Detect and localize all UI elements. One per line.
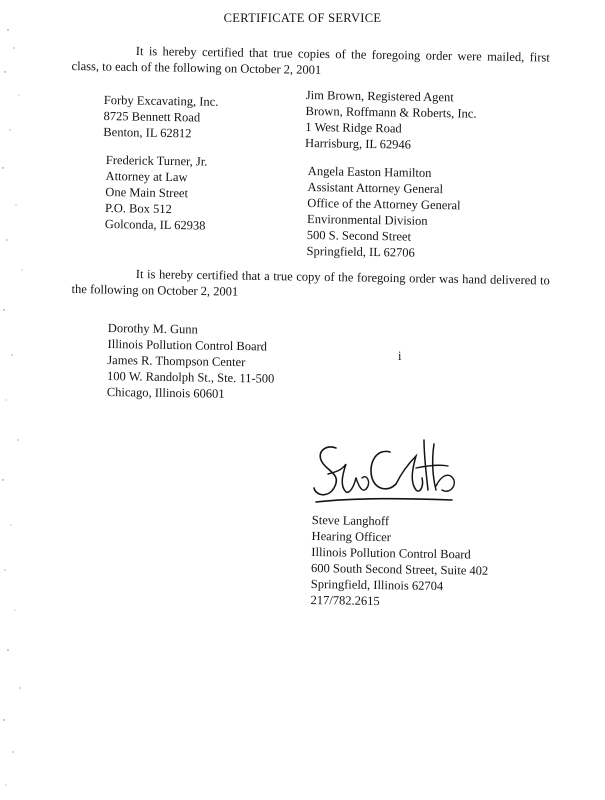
recipient-address-turner (105, 152, 208, 234)
address-line: Golconda, IL 62938 (104, 216, 206, 233)
stray-pen-mark: i (398, 349, 402, 363)
paragraph-indent (72, 54, 136, 55)
recipient-address-forby (103, 92, 218, 142)
signer-block (310, 512, 489, 611)
address-line: Benton, IL 62812 (103, 124, 192, 141)
signer-line: Steve Langhoff (311, 512, 390, 529)
address-line: Office of the Attorney General (307, 195, 461, 213)
address-line: Environmental Division (307, 211, 428, 228)
address-line: 8725 Bennett Road (103, 108, 201, 125)
address-line: Dorothy M. Gunn (107, 320, 198, 337)
address-line: 500 S. Second Street (306, 227, 412, 244)
recipient-address-brown (305, 87, 477, 154)
address-line: James R. Thompson Center (107, 352, 246, 370)
address-line: Springfield, IL 62706 (306, 243, 415, 260)
signer-line: Illinois Pollution Control Board (311, 544, 471, 562)
hand-delivery-statement-text: It is hereby certified that a true copy of the foregoing order was hand delivered to the following on October 2, 2001 (71, 267, 550, 299)
hand-delivery-statement-paragraph (71, 265, 549, 305)
signer-line: 600 South Second Street, Suite 402 (311, 560, 489, 578)
handwritten-signature (312, 434, 462, 512)
scan-noise-left-edge (0, 0, 30, 800)
address-line: 1 West Ridge Road (305, 119, 402, 136)
address-line: Angela Easton Hamilton (307, 163, 432, 180)
recipient-address-hamilton (306, 163, 461, 261)
mailed-statement-text: It is hereby certified that true copies of the foregoing order were mailed, first class, to each of the following on October 2, 2001 (71, 44, 550, 77)
address-line: Assistant Attorney General (307, 179, 444, 197)
document-title: CERTIFICATE OF SERVICE (223, 11, 382, 25)
address-line: Illinois Pollution Control Board (107, 336, 268, 354)
paragraph-indent (72, 277, 136, 278)
address-line: Brown, Roffmann & Roberts, Inc. (305, 103, 477, 121)
signer-line: Springfield, Illinois 62704 (310, 576, 444, 594)
signer-line: Hearing Officer (311, 528, 391, 545)
address-line: Forby Excavating, Inc. (103, 92, 219, 109)
address-line: One Main Street (105, 184, 189, 201)
address-line: Frederick Turner, Jr. (105, 152, 208, 169)
address-line: Jim Brown, Registered Agent (305, 87, 454, 105)
signer-line: 217/782.2615 (310, 592, 380, 609)
address-line: Attorney at Law (105, 168, 188, 185)
mailed-statement-paragraph (71, 42, 549, 82)
address-line: Chicago, Illinois 60601 (106, 384, 225, 401)
address-line: 100 W. Randolph St., Ste. 11-500 (107, 368, 275, 386)
address-line: Harrisburg, IL 62946 (305, 135, 412, 152)
hand-recipient-address-gunn (107, 320, 276, 403)
address-line: P.O. Box 512 (105, 200, 172, 217)
